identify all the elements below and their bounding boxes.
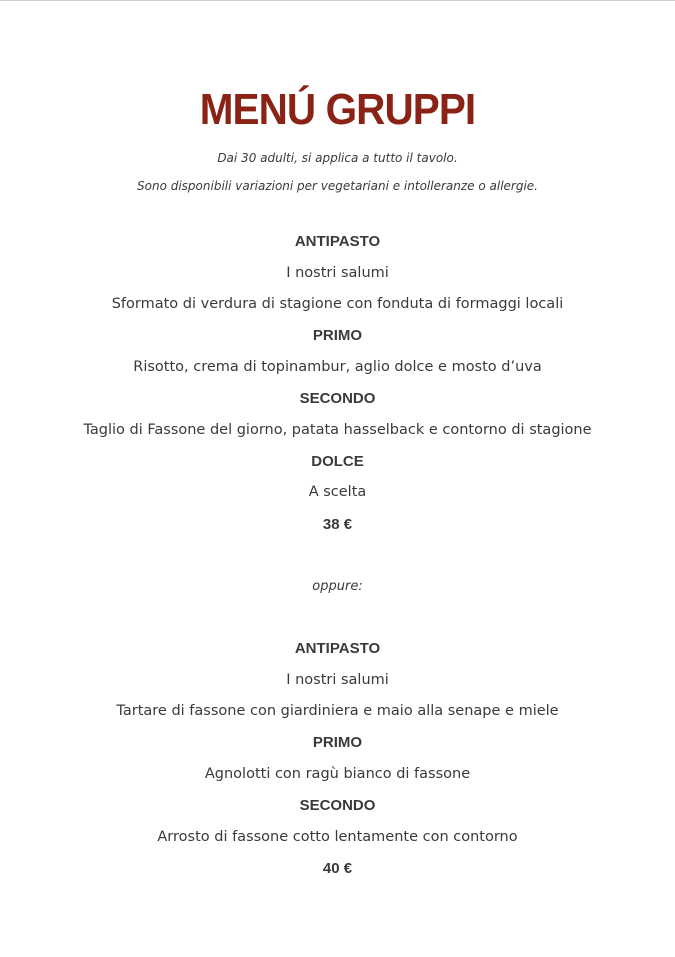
menu2-primo-item: Agnolotti con ragù bianco di fassone (204, 766, 471, 782)
note-minimum-guests: Dai 30 adulti, si applica a tutto il tavolo. (217, 151, 458, 165)
menu1-antipasto-heading: ANTIPASTO (294, 233, 381, 250)
menu2-price: 40 € (322, 860, 353, 877)
menu2-secondo-heading: SECONDO (299, 797, 376, 814)
top-divider (0, 0, 675, 1)
menu1-dolce-heading: DOLCE (311, 453, 364, 470)
menu1-primo-heading: PRIMO (312, 327, 363, 344)
menu2-antipasto-item: Tartare di fassone con giardiniera e maio alla senape e miele (116, 703, 559, 719)
menu2-secondo-item: Arrosto di fassone cotto lentamente con contorno (157, 829, 518, 845)
menu1-secondo-item: Taglio di Fassone del giorno, patata hasselback e contorno di stagione (83, 422, 592, 438)
menu2-antipasto-heading: ANTIPASTO (294, 640, 381, 657)
menu1-secondo-heading: SECONDO (299, 390, 376, 407)
page-title: MENÚ GRUPPI (199, 85, 476, 134)
menu2-antipasto-item: I nostri salumi (286, 672, 389, 688)
menu1-antipasto-item: Sformato di verdura di stagione con fonduta di formaggi locali (111, 296, 564, 312)
menu2-primo-heading: PRIMO (312, 734, 363, 751)
menu-separator: oppure: (312, 579, 363, 594)
menu1-price: 38 € (322, 516, 353, 533)
menu1-dolce-item: A scelta (308, 484, 367, 500)
menu1-primo-item: Risotto, crema di topinambur, aglio dolce e mosto d’uva (133, 359, 542, 375)
menu1-antipasto-item: I nostri salumi (286, 265, 389, 281)
note-dietary-variations: Sono disponibili variazioni per vegetariani e intolleranze o allergie. (137, 179, 538, 193)
